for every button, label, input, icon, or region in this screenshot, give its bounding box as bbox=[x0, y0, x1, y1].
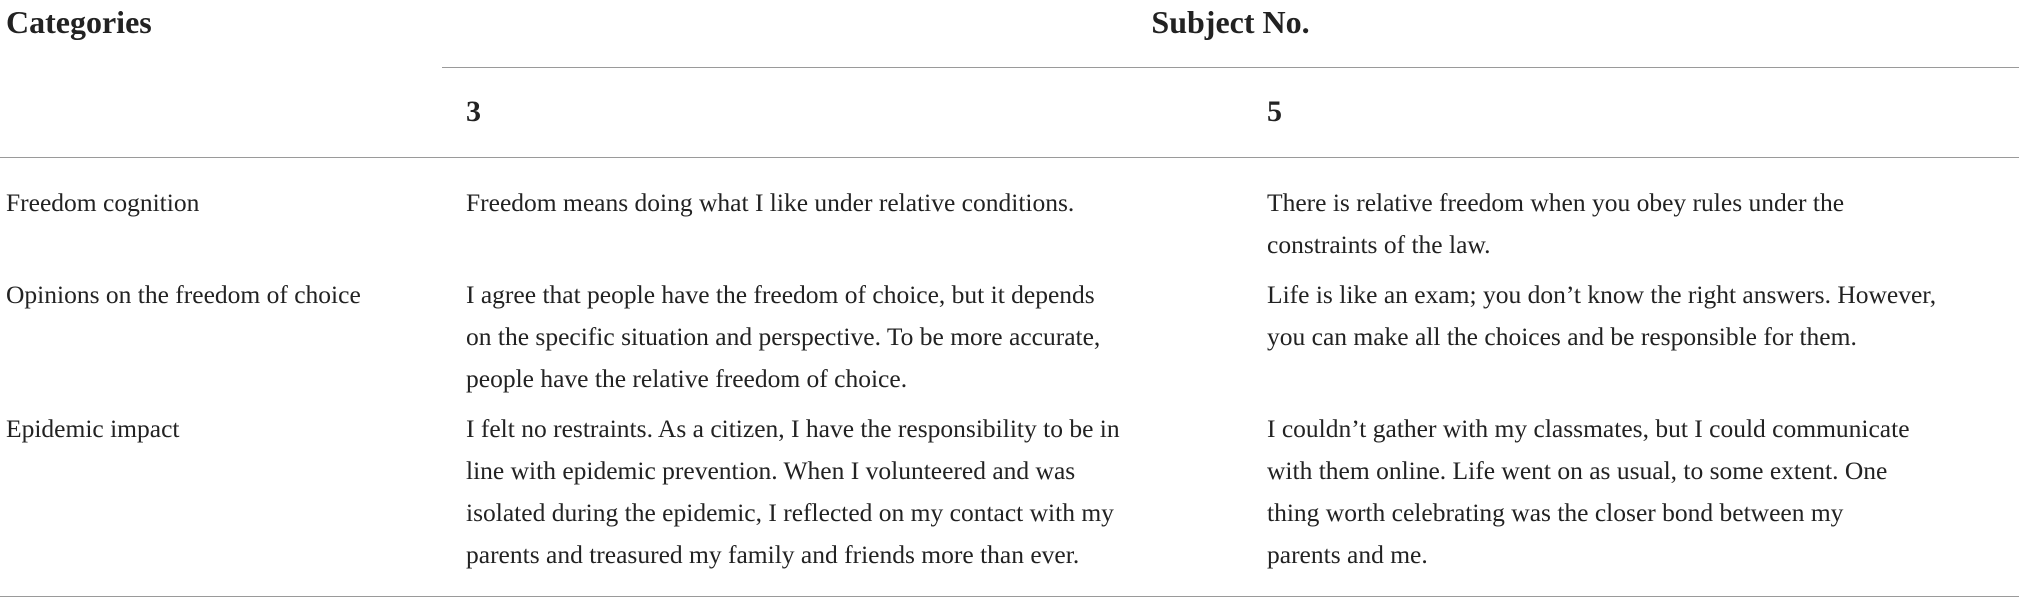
text-line: constraints of the law. bbox=[1267, 230, 1491, 259]
text-line: Freedom means doing what I like under relative conditions. bbox=[466, 188, 1075, 217]
row-freedom-cognition-category: Freedom cognition bbox=[6, 188, 200, 217]
text-line: on the specific situation and perspective. To be more accurate, bbox=[466, 322, 1101, 351]
subject-header-divider bbox=[442, 67, 2019, 68]
row-freedom-cognition-subject-5 bbox=[1267, 182, 2019, 266]
row-freedom-of-choice-subject-5 bbox=[1267, 274, 2019, 358]
row-epidemic-impact-subject-5 bbox=[1267, 408, 2019, 576]
text-line: There is relative freedom when you obey rules under the bbox=[1267, 188, 1845, 217]
row-freedom-of-choice-subject-3 bbox=[466, 274, 1246, 400]
header-categories: Categories bbox=[6, 4, 152, 40]
text-line: isolated during the epidemic, I reflected on my contact with my bbox=[466, 498, 1114, 527]
text-line: I agree that people have the freedom of choice, but it depends bbox=[466, 280, 1095, 309]
text-line: I felt no restraints. As a citizen, I have the responsibility to be in bbox=[466, 414, 1120, 443]
header-bottom-divider bbox=[0, 157, 2019, 158]
header-subject-3: 3 bbox=[466, 95, 481, 128]
table-bottom-divider bbox=[0, 596, 2019, 597]
text-line: line with epidemic prevention. When I volunteered and was bbox=[466, 456, 1076, 485]
text-line: parents and me. bbox=[1267, 540, 1428, 569]
text-line: thing worth celebrating was the closer bond between my bbox=[1267, 498, 1844, 527]
text-line: you can make all the choices and be responsible for them. bbox=[1267, 322, 1857, 351]
text-line: people have the relative freedom of choice. bbox=[466, 364, 908, 393]
text-line: with them online. Life went on as usual, to some extent. One bbox=[1267, 456, 1888, 485]
row-epidemic-impact-subject-3 bbox=[466, 408, 1246, 576]
row-epidemic-impact-category: Epidemic impact bbox=[6, 414, 180, 443]
header-subject-no: Subject No. bbox=[1151, 4, 1310, 40]
text-line: I couldn’t gather with my classmates, but I could communicate bbox=[1267, 414, 1910, 443]
text-line: parents and treasured my family and friends more than ever. bbox=[466, 540, 1080, 569]
row-freedom-of-choice-category: Opinions on the freedom of choice bbox=[6, 280, 361, 309]
header-subject-5: 5 bbox=[1267, 95, 1282, 128]
text-line: Life is like an exam; you don’t know the right answers. However, bbox=[1267, 280, 1937, 309]
row-freedom-cognition-subject-3 bbox=[466, 182, 1246, 224]
